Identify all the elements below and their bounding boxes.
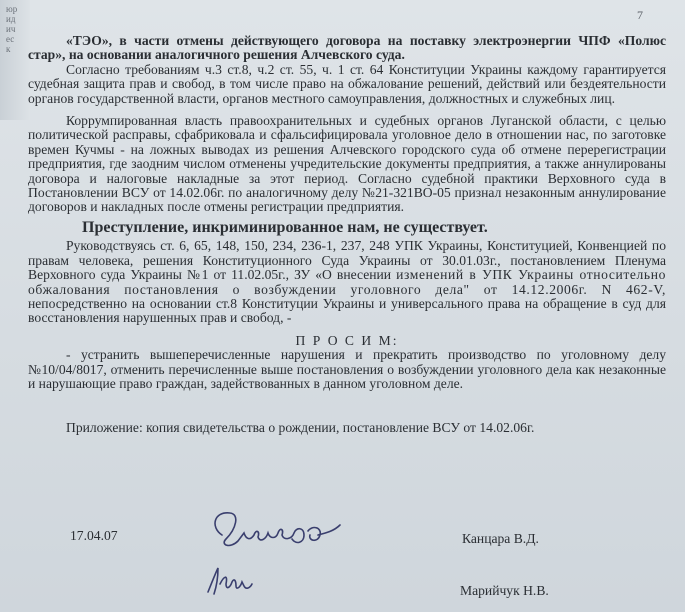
paragraph-constitution: Согласно требованиям ч.3 ст.8, ч.2 ст. 55, ч. 1 ст. 64 Конституции Украины каждому гарантируется судебная защита прав и свобод, в том числе право на обжалование решений, действий или бездеятельности органов государственной власти, органов местного самоуправления, должностных и служебных лиц. [28, 61, 666, 106]
adjacent-page-edge [0, 0, 30, 120]
signature-kantsara [200, 505, 350, 560]
section-heading: Преступление, инкриминированное нам, не существует. [82, 218, 488, 236]
adjacent-page-text: юридическ [6, 4, 18, 54]
signer-name-mariychuk: Марийчук Н.В. [460, 583, 549, 598]
paragraph-corruption: Коррумпированная власть правоохранительных и судебных органов Луганской области, с целью политической расправы, сфабриковала и сфальсифицировала уголовное дело в отношении нас, по заготовке времен Кучмы - на ложных выводах из решения Алчевского городского суда об отмене перерегистрации предприятия, где заодним числом отменены учредительские документы предприятия, а также аннулированы договора и налоговые накладные за этот период. Согласно судебной практики Верховного суда в Постановлении ВСУ от 14.02.06г. по аналогичному делу №21-321ВО-05 признал незаконным аннулирование договоров и накладных после отмены регистрации предприятия. [28, 113, 666, 215]
signer-name-kantsara: Канцара В.Д. [462, 531, 539, 546]
signature-mariychuk [200, 560, 260, 600]
attachment-line: Приложение: копия свидетельства о рождении, постановление ВСУ от 14.02.06г. [66, 420, 535, 436]
document-body [28, 34, 666, 436]
legal-basis-part-b: изменений в УПК Украины относительно обжалования постановления о возбуждении уголовного дела" от 14.12.2006г. N 462-V, [28, 267, 667, 297]
page-number: 7 [637, 8, 643, 22]
request-heading: П Р О С И М: [295, 332, 399, 348]
paragraph-legal-basis [28, 239, 666, 325]
legal-basis-part-c: непосредственно на основании ст.8 Конституции Украины и универсального права на обращение в суд для восстановления нарушенных прав и свобод, - [28, 295, 666, 326]
legal-basis-part-a: Руководствуясь ст. 6, 65, 148, 150, 234, 236-1, 237, 248 УПК Украины, Конституцией, Конвенцией по правам человека, решения Конституционного Суда Украины от 30.01.03г., постановлением Пленума Верховного суда Украины №1 от 11.02.05г., ЗУ «О внесении [28, 238, 666, 283]
paragraph-request: - устранить вышеперечисленные нарушения и прекратить производство по уголовному делу №10/04/8017, отменить перечисленные выше постановления о возбуждении уголовного дела как незаконные и нарушающие право граждан, задействованных в данном уголовном деле. [28, 347, 666, 391]
paragraph-intro: «ТЭО», в части отмены действующего договора на поставку электроэнергии ЧПФ «Полюс стар», на основании аналогичного решения Алчевского суда. [28, 33, 666, 63]
document-date: 17.04.07 [70, 528, 118, 543]
